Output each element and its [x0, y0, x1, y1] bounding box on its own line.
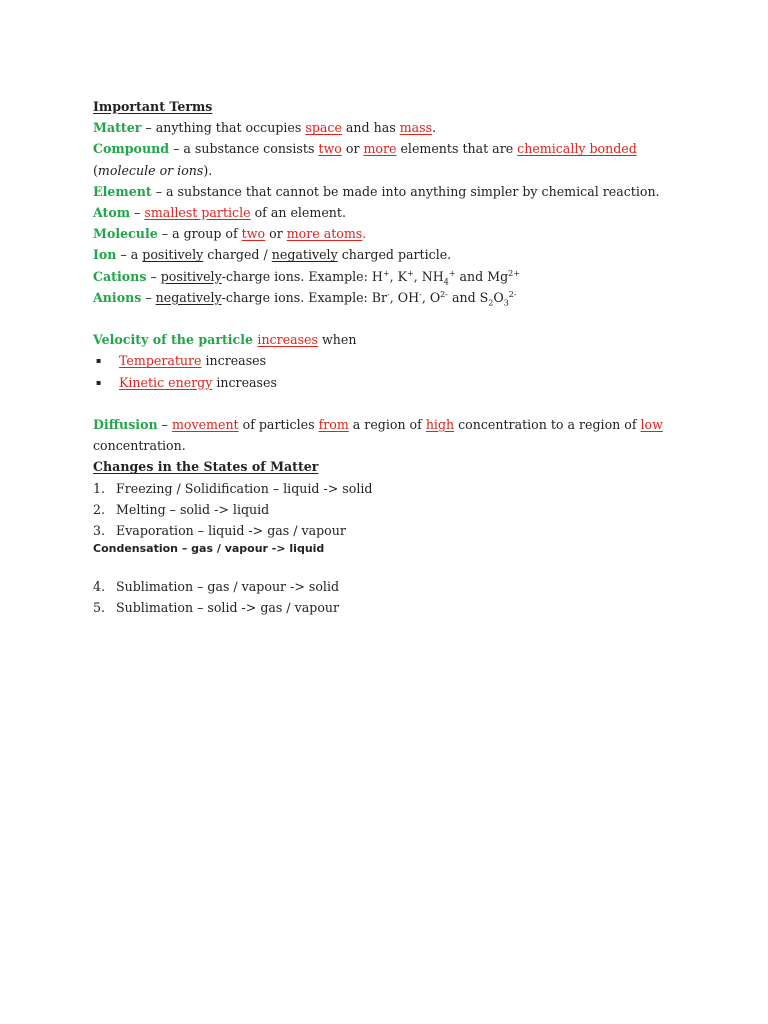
high-keyword: high	[425, 417, 455, 433]
k-charge: +	[407, 268, 414, 278]
item-text: Freezing / Solidification – liquid -> solid	[116, 480, 373, 496]
oh-charge: -	[419, 289, 422, 299]
o-subscript: 3	[503, 298, 509, 308]
anions-text-4: , O	[421, 289, 441, 305]
nh-subscript: 4	[443, 277, 449, 287]
cations-text-3: , K	[389, 268, 407, 284]
cations-text-5: and Mg	[455, 268, 509, 284]
two-keyword: two	[318, 141, 342, 157]
matter-definition	[93, 117, 693, 138]
molecule-period: .	[362, 226, 367, 242]
item-number: 3.	[93, 523, 106, 539]
ion-text: – a	[116, 247, 143, 263]
matter-text-3: .	[432, 120, 437, 136]
bullet-square-icon: ▪	[96, 377, 102, 387]
diffusion-text-4: concentration to a region of	[454, 417, 641, 433]
anions-text-6: O	[493, 289, 504, 305]
mg-charge: 2+	[508, 268, 520, 278]
space-keyword: space	[305, 120, 342, 136]
item-text: Sublimation – solid -> gas / vapour	[116, 600, 340, 616]
diffusion-text-3: a region of	[348, 417, 426, 433]
velocity-when: when	[317, 332, 357, 348]
chemically-bonded-keyword: chemically bonded	[517, 141, 637, 157]
change-item	[93, 520, 693, 541]
change-item	[93, 478, 693, 499]
diffusion-text-2: of particles	[238, 417, 319, 433]
molecule-term: Molecule	[93, 226, 158, 242]
velocity-term: Velocity of the particle	[93, 332, 258, 348]
diffusion-definition	[93, 414, 693, 456]
molecule-definition	[93, 223, 693, 244]
matter-text: – anything that occupies	[141, 120, 306, 136]
item-number: 2.	[93, 501, 106, 517]
ion-term: Ion	[93, 247, 117, 263]
negatively-keyword: negatively	[155, 289, 222, 305]
velocity-bullet-item	[93, 350, 693, 371]
cations-text-4: , NH	[413, 268, 444, 284]
diffusion-term: Diffusion	[93, 417, 158, 433]
cations-definition	[93, 266, 693, 287]
cations-term: Cations	[93, 268, 147, 284]
cations-text-2: -charge ions. Example: H	[221, 268, 383, 284]
change-item	[93, 597, 693, 618]
increases-keyword: increases	[257, 332, 318, 348]
movement-keyword: movement	[171, 417, 239, 433]
mass-keyword: mass	[399, 120, 433, 136]
nh-charge: +	[448, 268, 456, 278]
atom-term: Atom	[93, 205, 131, 221]
spacer	[93, 308, 693, 329]
compound-text-2: elements that are	[396, 141, 518, 157]
item-number: 1.	[93, 480, 106, 496]
molecule-text: – a group of	[157, 226, 242, 242]
matter-text-2: and has	[341, 120, 400, 136]
atom-text: –	[130, 205, 145, 221]
bullet-text: increases	[212, 374, 277, 390]
atom-definition	[93, 202, 693, 223]
compound-or: or	[341, 141, 364, 157]
item-number: 4.	[93, 579, 106, 595]
anions-text-5: and S	[447, 289, 489, 305]
anions-text-3: , OH	[389, 289, 420, 305]
s-subscript: 2	[488, 298, 494, 308]
anions-term: Anions	[93, 289, 142, 305]
element-definition	[93, 181, 693, 202]
more-keyword: more	[363, 141, 397, 157]
document-body	[93, 96, 693, 619]
negatively-keyword: negatively	[271, 247, 338, 263]
molecule-or-ions-italic: molecule or ions	[97, 162, 204, 178]
ion-text-3: charged particle.	[337, 247, 452, 263]
condensation-line: Condensation – gas / vapour -> liquid	[93, 542, 325, 556]
item-text: Melting – solid -> liquid	[116, 501, 270, 517]
matter-term: Matter	[93, 120, 142, 136]
change-item	[93, 576, 693, 597]
item-text: Sublimation – gas / vapour -> solid	[116, 579, 340, 595]
s2o3-charge: 2-	[508, 289, 517, 299]
two-keyword: two	[241, 226, 266, 242]
atom-text-2: of an element.	[250, 205, 346, 221]
positively-keyword: positively	[142, 247, 204, 263]
changes-heading: Changes in the States of Matter	[93, 459, 319, 475]
o-charge: 2-	[440, 289, 448, 299]
item-text: Evaporation – liquid -> gas / vapour	[116, 523, 346, 539]
positively-keyword: positively	[160, 268, 222, 284]
anions-text: –	[141, 289, 156, 305]
compound-text-4: ).	[203, 162, 213, 178]
molecule-or: or	[265, 226, 287, 242]
element-text: – a substance that cannot be made into anything simpler by chemical reaction.	[151, 183, 660, 199]
element-term: Element	[93, 183, 152, 199]
compound-text-3: (	[93, 162, 98, 178]
compound-definition	[93, 138, 693, 180]
spacer	[93, 393, 693, 414]
h-charge: +	[382, 268, 390, 278]
bullet-square-icon: ▪	[96, 356, 102, 366]
change-item	[93, 499, 693, 520]
velocity-heading	[93, 329, 693, 350]
more-atoms-keyword: more atoms	[286, 226, 363, 242]
important-terms-heading: Important Terms	[93, 99, 213, 114]
compound-term: Compound	[93, 141, 170, 157]
kinetic-energy-keyword: Kinetic energy	[119, 374, 213, 390]
temperature-keyword: Temperature	[119, 353, 202, 369]
diffusion-text: –	[157, 417, 172, 433]
diffusion-text-5: concentration.	[93, 438, 186, 454]
compound-text: – a substance consists	[169, 141, 319, 157]
from-keyword: from	[318, 417, 349, 433]
low-keyword: low	[640, 417, 663, 433]
ion-definition	[93, 244, 693, 265]
smallest-particle-keyword: smallest particle	[144, 205, 251, 221]
br-charge: -	[387, 289, 390, 299]
ion-text-2: charged /	[203, 247, 272, 263]
velocity-bullet-item	[93, 372, 693, 393]
item-number: 5.	[93, 600, 106, 616]
bullet-text: increases	[201, 353, 267, 369]
anions-text-2: -charge ions. Example: Br	[221, 289, 388, 305]
anions-definition	[93, 287, 693, 308]
cations-text: –	[146, 268, 161, 284]
